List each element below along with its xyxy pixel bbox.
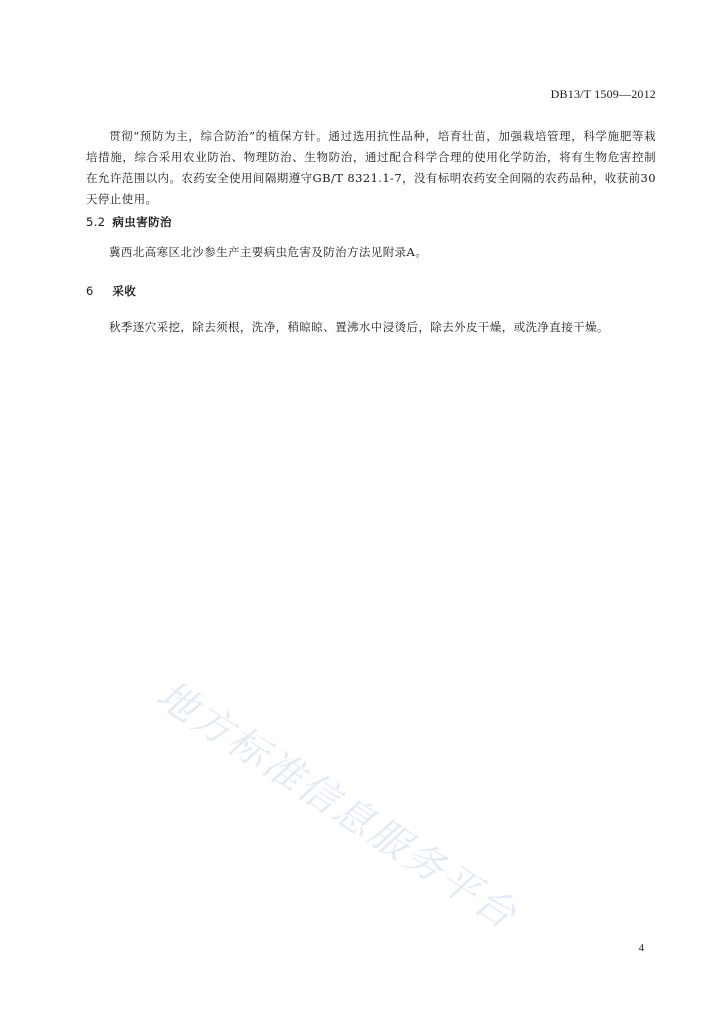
section-6-title: 采收 bbox=[112, 284, 137, 298]
section-5-2-body: 冀西北高寒区北沙参生产主要病虫危害及防治方法见附录A。 bbox=[109, 245, 428, 259]
section-6-number: 6 bbox=[86, 284, 94, 298]
standard-code-header: DB13/T 1509—2012 bbox=[550, 87, 656, 101]
section-6-body: 秋季逐穴采挖，除去须根，洗净，稍晾晾、置沸水中浸烫后，除去外皮干燥，或洗净直接干燥。 bbox=[109, 320, 609, 334]
page-number: 4 bbox=[638, 942, 644, 954]
watermark: 地方标准信息服务平台 bbox=[148, 672, 526, 940]
section-5-2-title: 病虫害防治 bbox=[112, 215, 172, 229]
section-6-heading bbox=[86, 283, 136, 299]
section-5-2-number: 5.2 bbox=[86, 215, 106, 229]
section-5-2-heading bbox=[86, 214, 172, 230]
intro-paragraph: 贯彻“预防为主，综合防治”的植保方针。通过选用抗性品种，培育壮苗，加强栽培管理，科学施肥等栽培措施，综合采用农业防治、物理防治、生物防治，通过配合科学合理的使用化学防治，将有生物危害控制在允许范围以内。农药安全使用间隔期遵守GB/T 8321.1-7，没有标明农药安全间隔的农药品种，收获前30天停止使用。 bbox=[86, 129, 656, 206]
